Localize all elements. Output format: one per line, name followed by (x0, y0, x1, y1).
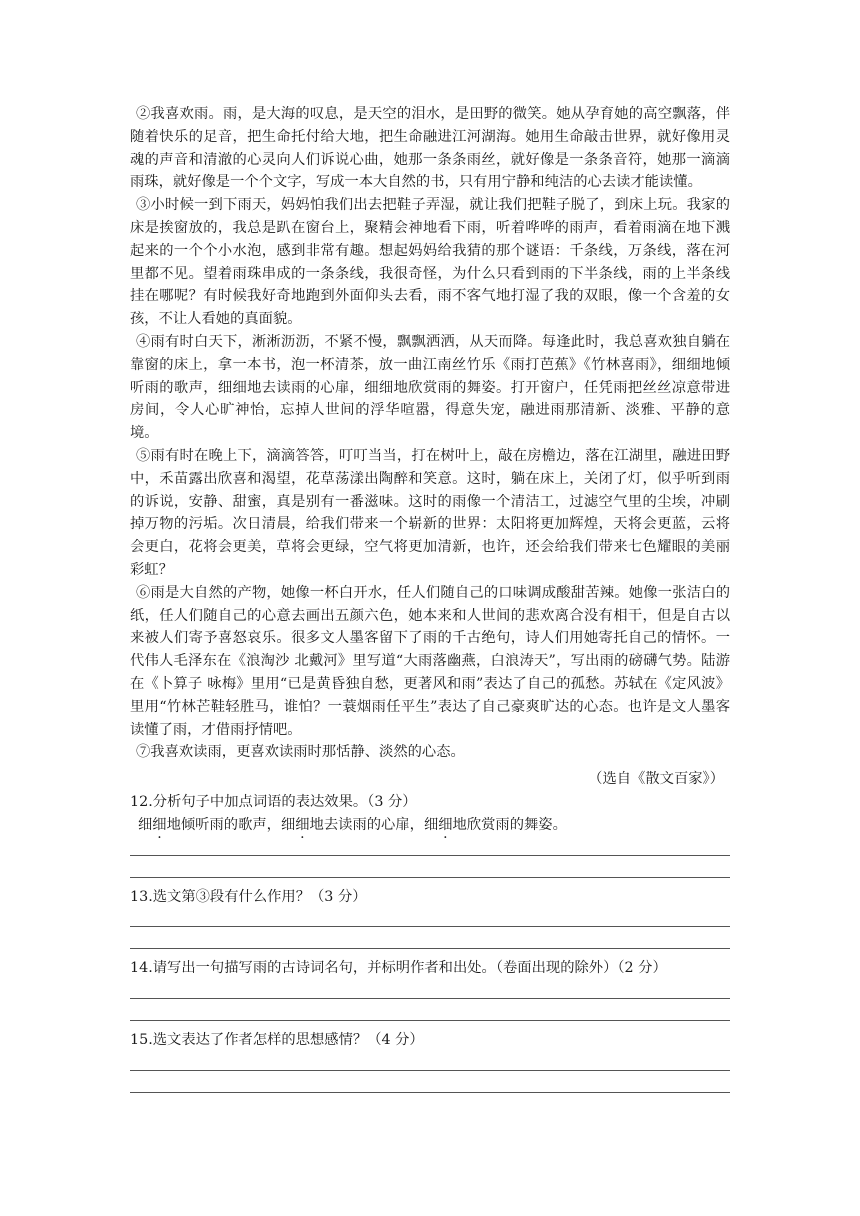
quote-text: 欣赏雨的舞姿。 (466, 816, 567, 833)
answer-line[interactable] (130, 1092, 730, 1093)
question-15 (130, 1029, 730, 1093)
question-14 (130, 957, 730, 1029)
question-12-prompt: 12.分析句子中加点词语的表达效果。（3 分） (130, 793, 417, 810)
question-15-prompt: 15.选文表达了作者怎样的思想感情？（4 分） (130, 1032, 424, 1049)
passage (130, 103, 730, 791)
question-13 (130, 886, 730, 958)
question-13-prompt: 13.选文第③段有什么作用？（3 分） (130, 888, 367, 905)
paragraph-3: ③小时候一到下雨天，妈妈怕我们出去把鞋子弄湿，就让我们把鞋子脱了，到床上玩。我家的床是挨窗放的，我总是趴在窗台上，聚精会神地看下雨，听着哗哗的雨声，看着雨滴在地下溅起来的一个个小水泡，感到非常有趣。想起妈妈给我猜的那个谜语：千条线，万条线，落在河里都不见。望着雨珠串成的一条条线，我很奇怪，为什么只看到雨的下半条线，雨的上半条线挂在哪呢？有时候我好奇地跑到外面仰头去看，雨不客气地打湿了我的双眼，像一个含羞的女孩，不让人看她的真面貌。 (130, 197, 730, 328)
dotted-word: 细细地 (138, 816, 181, 833)
dotted-word: 细细地 (423, 816, 467, 833)
exam-page (130, 103, 730, 1093)
question-14-prompt: 14.请写出一句描写雨的古诗词名句，并标明作者和出处。（卷面出现的除外）（2 分） (130, 960, 667, 977)
dotted-word: 细细地 (280, 816, 324, 833)
paragraph-6: ⑥雨是大自然的产物，她像一杯白开水，任人们随自己的口味调成酸甜苦辣。她像一张洁白的纸，任人们随自己的心意去画出五颜六色，她本来和人世间的悲欢离合没有相干，但是自古以来被人们寄予喜怒哀乐。很多文人墨客留下了雨的千古绝句，诗人们用她寄托自己的情怀。一代伟人毛泽东在《浪淘沙 北戴河》里写道“大雨落幽燕，白浪涛天”，写出雨的磅礴气势。陆游在《卜算子 咏梅》里用“已是黄昏独自愁，更著风和雨”表达了自己的孤愁。苏轼在《定风波》里用“竹林芒鞋轻胜马，谁怕？一蓑烟雨任平生”表达了自己豪爽旷达的心态。也许是文人墨客读懂了雨，才借雨抒情吧。 (130, 584, 730, 738)
paragraph-4: ④雨有时白天下，淅淅沥沥，不紧不慢，飘飘洒洒，从天而降。每逢此时，我总喜欢独自躺在靠窗的床上，拿一本书，泡一杯清茶，放一曲江南丝竹乐《雨打芭蕉》《竹林喜雨》，细细地倾听雨的歌声，细细地去读雨的心扉，细细地欣赏雨的舞姿。打开窗户，任凭雨把丝丝凉意带进房间，令人心旷神怡，忘掉人世间的浮华喧嚣，得意失宠，融进雨那清新、淡雅、平静的意境。 (130, 333, 730, 442)
paragraph-2: ②我喜欢雨。雨，是大海的叹息，是天空的泪水，是田野的微笑。她从孕育她的高空飘落，伴随着快乐的足音，把生命托付给大地，把生命融进江河湖海。她用生命敲击世界，就好像用灵魂的声音和清澈的心灵向人们诉说心曲，她那一条条雨丝，就好像是一条条音符，她那一滴滴雨珠，就好像是一个个文字，写成一本大自然的书，只有用宁静和纯洁的心去读才能读懂。 (130, 106, 730, 191)
paragraph-5: ⑤雨有时在晚上下，滴滴答答，叮叮当当，打在树叶上，敲在房檐边，落在江湖里，融进田野中，禾苗露出欣喜和渴望，花草荡漾出陶醉和笑意。这时，躺在床上，关闭了灯，似乎听到雨的诉说，安静、甜蜜，真是别有一番滋味。这时的雨像一个清洁工，过滤空气里的尘埃，冲刷掉万物的污垢。次日清晨，给我们带来一个崭新的世界：太阳将更加辉煌，天将会更蓝，云将会更白，花将会更美，草将会更绿，空气将更加清新，也许，还会给我们带来七色耀眼的美丽彩虹？ (130, 447, 730, 578)
quote-text: 倾听雨的歌声， (180, 816, 281, 833)
paragraph-7: ⑦我喜欢读雨，更喜欢读雨时那恬静、淡然的心态。 (136, 744, 465, 761)
quote-text: 去读雨的心扉， (323, 816, 424, 833)
question-12 (130, 791, 730, 886)
passage-source: （选自《散文百家》） (588, 771, 724, 788)
question-12-quote (130, 814, 730, 837)
